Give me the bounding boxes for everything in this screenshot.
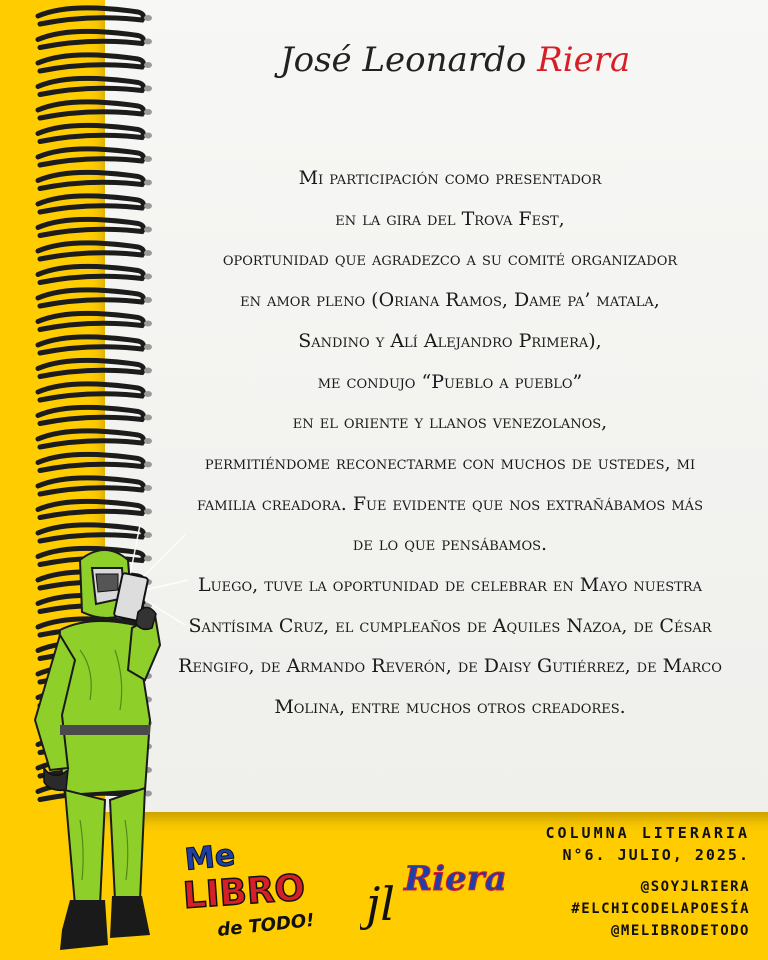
spiral-ring (38, 501, 143, 517)
text-line: en la gira del Trova Fest, (335, 207, 565, 230)
text-line: permitiéndome reconectarme con muchos de ustedes, mi (204, 451, 696, 474)
column-info (545, 822, 750, 942)
spiral-ring (38, 8, 143, 24)
social-tag: #ELCHICODELAPOESÍA (571, 901, 750, 917)
text-line: Mi participación como presentador (298, 167, 602, 189)
spiral-ring (38, 431, 143, 447)
author-title (280, 40, 640, 100)
spiral-ring (38, 219, 143, 235)
spiral-ring (38, 172, 143, 188)
spiral-hole (144, 133, 152, 139)
title-first-name: José Leonardo (280, 40, 527, 80)
social-tag: @SOYJLRIERA (640, 879, 750, 895)
social-tag: @MELIBRODETODO (610, 923, 750, 939)
logo-libro-word: LIBRO (181, 867, 307, 917)
spiral-hole (144, 39, 152, 45)
text-line: Molina, entre muchos otros creadores. (274, 696, 626, 719)
text-line: Sandino y Alí Alejandro Primera), (298, 329, 602, 352)
spiral-ring (38, 149, 143, 165)
jlriera-signature-logo (360, 840, 510, 940)
me-libro-de-todo-logo (178, 836, 328, 944)
spiral-ring (38, 266, 143, 282)
issue-date: N°6. JULIO, 2025. (562, 846, 750, 864)
text-line: Santísima Cruz, el cumpleaños de Aquiles Nazoa, de César (188, 614, 712, 637)
text-line: me condujo “Pueblo a pueblo” (317, 370, 583, 393)
spiral-ring (38, 360, 143, 376)
text-line: oportunidad que agradezco a su comité organizador (222, 248, 678, 271)
spiral-hole (144, 62, 152, 68)
spiral-ring (38, 337, 143, 353)
text-line: en amor pleno (Oriana Ramos, Dame pa’ matala, (240, 289, 660, 312)
spiral-ring (38, 384, 143, 400)
spiral-ring (38, 102, 143, 118)
hazmat-figure-illustration (20, 520, 190, 960)
spiral-ring (38, 196, 143, 212)
text-line: Luego, tuve la oportunidad de celebrar en Mayo nuestra (198, 574, 702, 597)
title-last-name: Riera (537, 40, 631, 80)
column-text (150, 158, 750, 728)
spiral-ring (38, 125, 143, 141)
spiral-hole (144, 15, 152, 21)
spiral-hole (144, 109, 152, 115)
spiral-ring (38, 31, 143, 47)
spiral-ring (38, 407, 143, 423)
logo-riera-word: Riera (404, 859, 507, 899)
spiral-hole (144, 86, 152, 92)
column-label: COLUMNA LITERARIA (545, 824, 750, 842)
text-line: familia creadora. Fue evidente que nos extrañábamos más (197, 492, 703, 515)
spiral-ring (38, 454, 143, 470)
spiral-ring (38, 243, 143, 259)
spiral-ring (38, 78, 143, 94)
text-line: en el oriente y llanos venezolanos, (292, 411, 608, 434)
spiral-ring (38, 478, 143, 494)
logo-jl-initials: jl (366, 877, 395, 931)
social-tags (545, 876, 750, 942)
spiral-ring (38, 290, 143, 306)
text-line: Rengifo, de Armando Reverón, de Daisy Gutiérrez, de Marco (178, 655, 722, 678)
spiral-ring (38, 55, 143, 71)
spiral-ring (38, 313, 143, 329)
text-line: de lo que pensábamos. (352, 533, 548, 556)
logo-me-word: Me (183, 837, 237, 878)
logo-de-todo-word: de TODO! (216, 909, 316, 941)
